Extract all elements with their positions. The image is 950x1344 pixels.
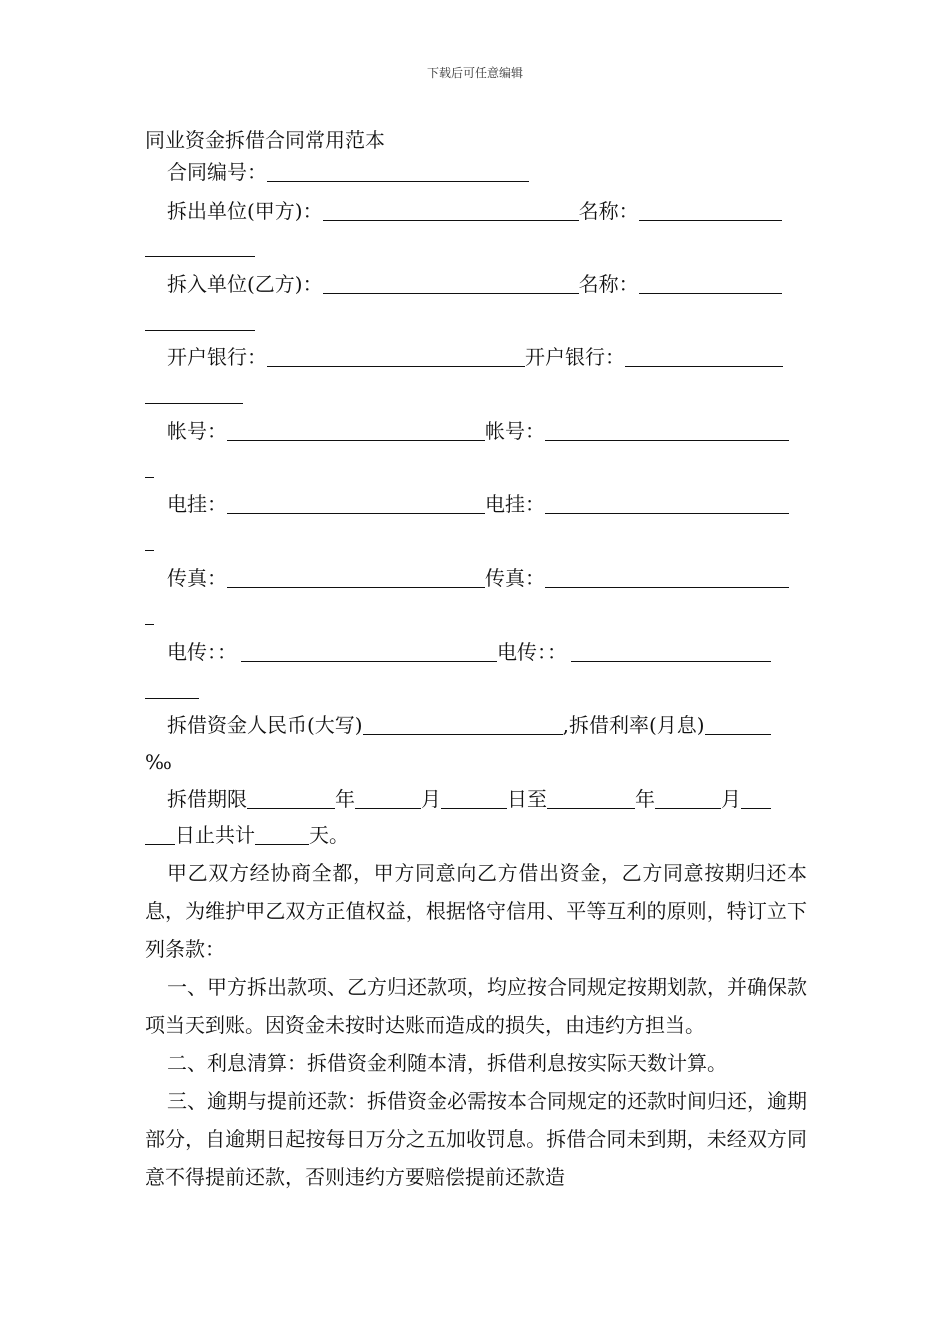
- end-year-label: 年: [635, 787, 655, 811]
- days-label: 天。: [309, 823, 349, 847]
- term-continuation: [145, 821, 807, 849]
- borrower-phone-blank[interactable]: [545, 493, 789, 514]
- lender-fax-label: 传真：: [167, 566, 227, 590]
- end-day-blank-cont[interactable]: [145, 824, 175, 845]
- day-to-label: 日至: [507, 787, 547, 811]
- amount-label: 拆借资金人民币(大写): [167, 713, 363, 737]
- borrower-telex-blank[interactable]: [571, 641, 771, 662]
- lender-telex-blank[interactable]: [241, 641, 497, 662]
- borrower-bank-label: 开户银行：: [525, 345, 625, 369]
- lender-phone-blank[interactable]: [227, 493, 485, 514]
- telex-continuation: [145, 675, 807, 703]
- borrower-unit-row: [145, 270, 829, 298]
- borrower-account-label: 帐号：: [485, 419, 545, 443]
- bank-row: [145, 343, 829, 371]
- fax-continuation: [145, 601, 807, 629]
- lender-name-blank[interactable]: [639, 200, 782, 221]
- borrower-telex-label: 电传：：: [497, 640, 567, 664]
- contract-body: [145, 854, 807, 1196]
- start-month-blank[interactable]: [355, 788, 421, 809]
- borrower-account-blank-cont[interactable]: [145, 457, 154, 478]
- borrower-phone-label: 电挂：: [485, 492, 545, 516]
- end-day-blank[interactable]: [741, 788, 771, 809]
- phone-continuation: [145, 527, 807, 555]
- end-month-blank[interactable]: [655, 788, 721, 809]
- permille-sign: ‰: [145, 750, 172, 774]
- borrower-fax-blank[interactable]: [545, 567, 789, 588]
- borrower-account-blank[interactable]: [545, 420, 789, 441]
- borrower-fax-label: 传真：: [485, 566, 545, 590]
- borrower-name-blank-cont[interactable]: [145, 310, 255, 331]
- term-row: [145, 785, 829, 813]
- end-year-blank[interactable]: [547, 788, 635, 809]
- lender-name-continuation: [145, 233, 807, 261]
- end-month-label: 月: [721, 787, 741, 811]
- permille-row: [145, 748, 807, 776]
- borrower-name-blank[interactable]: [639, 273, 782, 294]
- borrower-phone-blank-cont[interactable]: [145, 530, 154, 551]
- borrower-unit-label: 拆入单位(乙方)：: [167, 272, 323, 296]
- borrower-bank-blank-cont[interactable]: [145, 383, 243, 404]
- intro-paragraph: 甲乙双方经协商全都，甲方同意向乙方借出资金，乙方同意按期归还本息，为维护甲乙双方正值权益，根据恪守信用、平等互利的原则，特订立下列条款：: [145, 861, 807, 961]
- borrower-bank-blank[interactable]: [625, 346, 783, 367]
- lender-fax-blank[interactable]: [227, 567, 485, 588]
- borrower-unit-blank[interactable]: [323, 273, 579, 294]
- start-year-blank[interactable]: [247, 788, 335, 809]
- term-label: 拆借期限: [167, 787, 247, 811]
- month-label: 月: [421, 787, 441, 811]
- rate-blank[interactable]: [705, 714, 771, 735]
- clause-1: 一、甲方拆出款项、乙方归还款项，均应按合同规定按期划款，并确保款项当天到账。因资金未按时达账而造成的损失，由违约方担当。: [145, 975, 807, 1037]
- telex-row: [145, 638, 829, 666]
- borrower-name-label: 名称：: [578, 272, 639, 296]
- lender-bank-label: 开户银行：: [167, 345, 267, 369]
- contract-number-label: 合同编号：: [167, 160, 267, 184]
- lender-account-blank[interactable]: [227, 420, 485, 441]
- borrower-name-continuation: [145, 307, 807, 335]
- lender-unit-row: [145, 197, 829, 225]
- lender-name-blank-cont[interactable]: [145, 236, 255, 257]
- amount-row: [145, 711, 829, 739]
- lender-telex-label: 电传：：: [167, 640, 237, 664]
- lender-unit-blank[interactable]: [323, 200, 579, 221]
- bank-continuation: [145, 380, 807, 408]
- year-label: 年: [335, 787, 355, 811]
- fax-row: [145, 564, 829, 592]
- document-title: 同业资金拆借合同常用范本: [145, 128, 385, 152]
- borrower-fax-blank-cont[interactable]: [145, 604, 154, 625]
- total-days-blank[interactable]: [255, 824, 309, 845]
- lender-phone-label: 电挂：: [167, 492, 227, 516]
- contract-number-row: [145, 158, 829, 186]
- start-day-blank[interactable]: [441, 788, 507, 809]
- clause-2: 二、利息清算：拆借资金利随本清，拆借利息按实际天数计算。: [167, 1051, 727, 1075]
- clause-3: 三、逾期与提前还款：拆借资金必需按本合同规定的还款时间归还，逾期部分，自逾期日起按每日万分之五加收罚息。拆借合同未到期，未经双方同意不得提前还款，否则违约方要赔偿提前还款造: [145, 1089, 807, 1189]
- lender-unit-label: 拆出单位(甲方)：: [167, 199, 323, 223]
- account-continuation: [145, 454, 807, 482]
- account-row: [145, 417, 829, 445]
- borrower-telex-blank-cont[interactable]: [145, 678, 199, 699]
- phone-row: [145, 490, 829, 518]
- lender-name-label: 名称：: [578, 199, 639, 223]
- amount-blank[interactable]: [363, 714, 563, 735]
- until-total-label: 日止共计: [175, 823, 255, 847]
- rate-label: ,拆借利率(月息): [562, 713, 705, 737]
- lender-account-label: 帐号：: [167, 419, 227, 443]
- header-note: 下载后可任意编辑: [426, 66, 523, 80]
- lender-bank-blank[interactable]: [267, 346, 525, 367]
- contract-number-blank[interactable]: [267, 161, 529, 182]
